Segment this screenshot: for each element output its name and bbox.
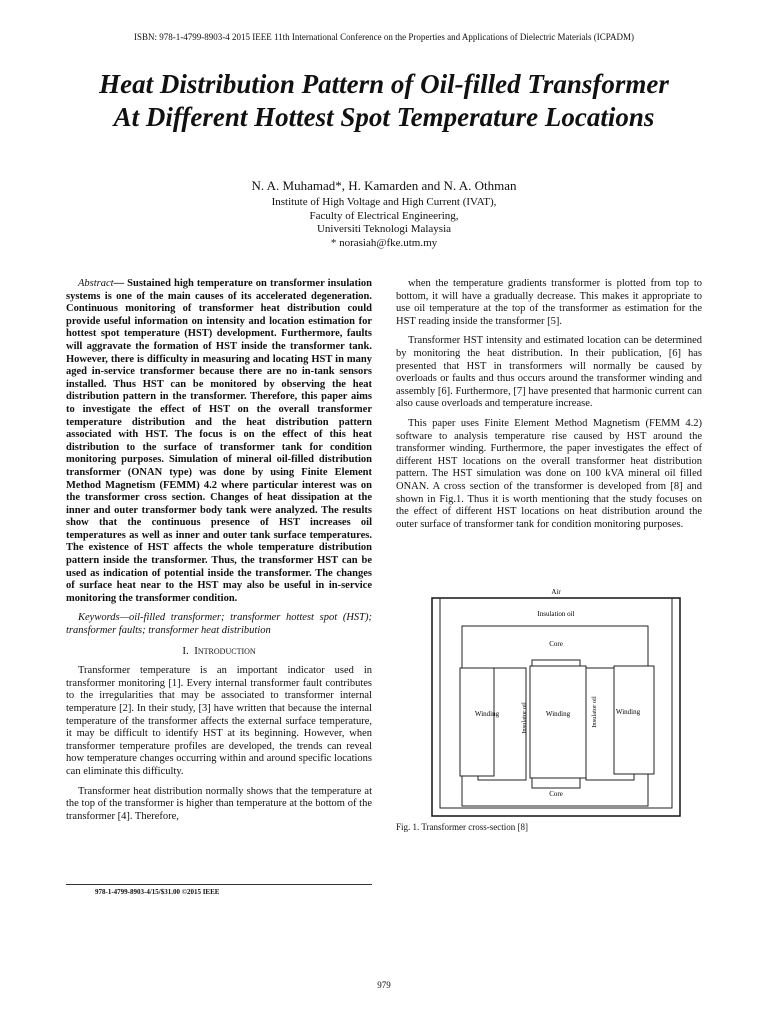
winding-right [614, 666, 654, 774]
affiliation-email: * norasiah@fke.utm.my [330, 236, 438, 249]
title-line-1: Heat Distribution Pattern of Oil-filled Transformer [99, 69, 669, 99]
abstract-label: Abstract [78, 278, 114, 289]
winding-left [460, 668, 494, 776]
paragraph: Transformer temperature is an important indicator used in transformer monitoring [1]. Every internal transformer fault contributes to the irregularities that may be associated to transformer internal temperature [2]. In their study, [3] have written that because the internal temperature of the transformer affects the external surface temperature, it may be difficult to identify HST at its beginning. However, when transformer temperature profiles are developed, the trends can reveal how temperature changes occurring within and around specific locations can eliminate this difficulty. [66, 665, 372, 777]
core-top-label: Core [549, 640, 563, 648]
winding-center-label: Winding [545, 710, 571, 718]
paragraph: Transformer HST intensity and estimated location can be determined by monitoring the heat distribution. In their publication, [6] has presented that HST in transformers will normally be caused by overloads or faults and thus occurs around the transformer winding and assembly [6]. Furthermore, [7] have presented that harmonic current can also cause overloads and temperature increase. [396, 335, 702, 410]
insulator-oil-right-label: Insulator oil [591, 696, 598, 728]
paragraph: Transformer heat distribution normally shows that the temperature at the top of the transformer is higher than temperature at the bottom of the transformer [4]. Therefore, [66, 785, 372, 822]
keywords: Keywords—oil-filled transformer; transformer hottest spot (HST); transformer faults; transformer heat distribution [66, 612, 372, 637]
title-line-2: At Different Hottest Spot Temperature Locations [113, 102, 655, 132]
core-bottom-label: Core [549, 790, 563, 798]
section-number: I. [182, 644, 189, 657]
affiliation-line: Faculty of Electrical Engineering, [309, 209, 459, 222]
abstract-text: — Sustained high temperature on transformer insulation systems is one of the main causes of its accelerated degeneration. Continuous monitoring of transformer heat distribution could provide useful information on intensity and location estimation for hottest spot temperature (HST) development. Furthermore, faults will aggravate the formation of HST inside the transformer tank. However, there is difficulty in measuring and locating HST in many aged in-service transformer because there are no in-tank sensors installed. Thus HST can be monitored by observing the heat distribution pattern in the transformer. Therefore, this paper aims to investigate the effect of HST on the overall transformer temperature distribution and the heat distribution pattern associated with HST. The focus is on the effect of this heat distribution to the surface of transformer tank for condition monitoring purposes. Simulation of mineral oil-filled distribution transformer (ONAN type) was done by using Finite Element Method Magnetism (FEMM) 4.2 where particular interest was on the transformer cross section. Changes of heat dissipation at the inner and outer transformer body tank were analyzed. The results show that the continuous presence of HST increases oil temperatures as well as inner and outer tank surface temperatures. The existence of HST affects the whole temperature distribution pattern inside the transformer. Thus, the transformer HST can be used as indication of potential inside the transformer. The changes of surface heat near to the HST may also be useful in in-service monitoring the transformer condition. [66, 278, 372, 604]
footnote-divider [66, 884, 372, 885]
insulator-oil-left-label: Insulator oil [521, 702, 528, 734]
winding-left-label: Winding [474, 710, 500, 718]
figure-caption: Fig. 1. Transformer cross-section [8] [396, 822, 528, 832]
page-number: 979 [377, 980, 391, 990]
section-heading [66, 645, 372, 658]
authors: N. A. Muhamad*, H. Kamarden and N. A. Othman [251, 178, 517, 193]
air-label: Air [551, 588, 561, 596]
insulation-oil-label: Insulation oil [537, 610, 575, 618]
abstract [66, 278, 372, 605]
conference-header: ISBN: 978-1-4799-8903-4 2015 IEEE 11th International Conference on the Properties and Applications of Dielectric Materials (ICPADM) [134, 32, 634, 42]
winding-right-label: Winding [615, 708, 641, 716]
right-column [396, 278, 702, 538]
affiliation-line: Universiti Teknologi Malaysia [316, 223, 452, 235]
section-title: Introduction [194, 644, 256, 657]
transformer-cross-section-figure [430, 586, 682, 818]
affiliation-line: Institute of High Voltage and High Current (IVAT), [271, 196, 497, 208]
paragraph: when the temperature gradients transformer is plotted from top to bottom, it will have a gradually decrease. This makes it appropriate to use oil temperature at the top of the transformer as estimation for the HST reading inside the transformer [5]. [396, 278, 702, 327]
paper-title [20, 68, 748, 134]
winding-center [530, 666, 586, 778]
left-column [66, 278, 372, 830]
paragraph: This paper uses Finite Element Method Magnetism (FEMM 4.2) software to analysis temperature rise caused by HST around the transformer winding. Furthermore, the paper investigates the effect of different HST locations on the overall transformer heat distribution pattern. The HST simulation was done on 100 kVA mineral oil filled ONAN. A cross section of the transformer is developed from [8] and shown in Fig.1. Thus it is worth mentioning that the study focuses on the effect of different HST locations on heat distribution around the outer surface of transformer tank for condition monitoring purposes. [396, 417, 702, 530]
affiliation [0, 196, 768, 250]
copyright-footnote: 978-1-4799-8903-4/15/$31.00 ©2015 IEEE [95, 888, 220, 896]
